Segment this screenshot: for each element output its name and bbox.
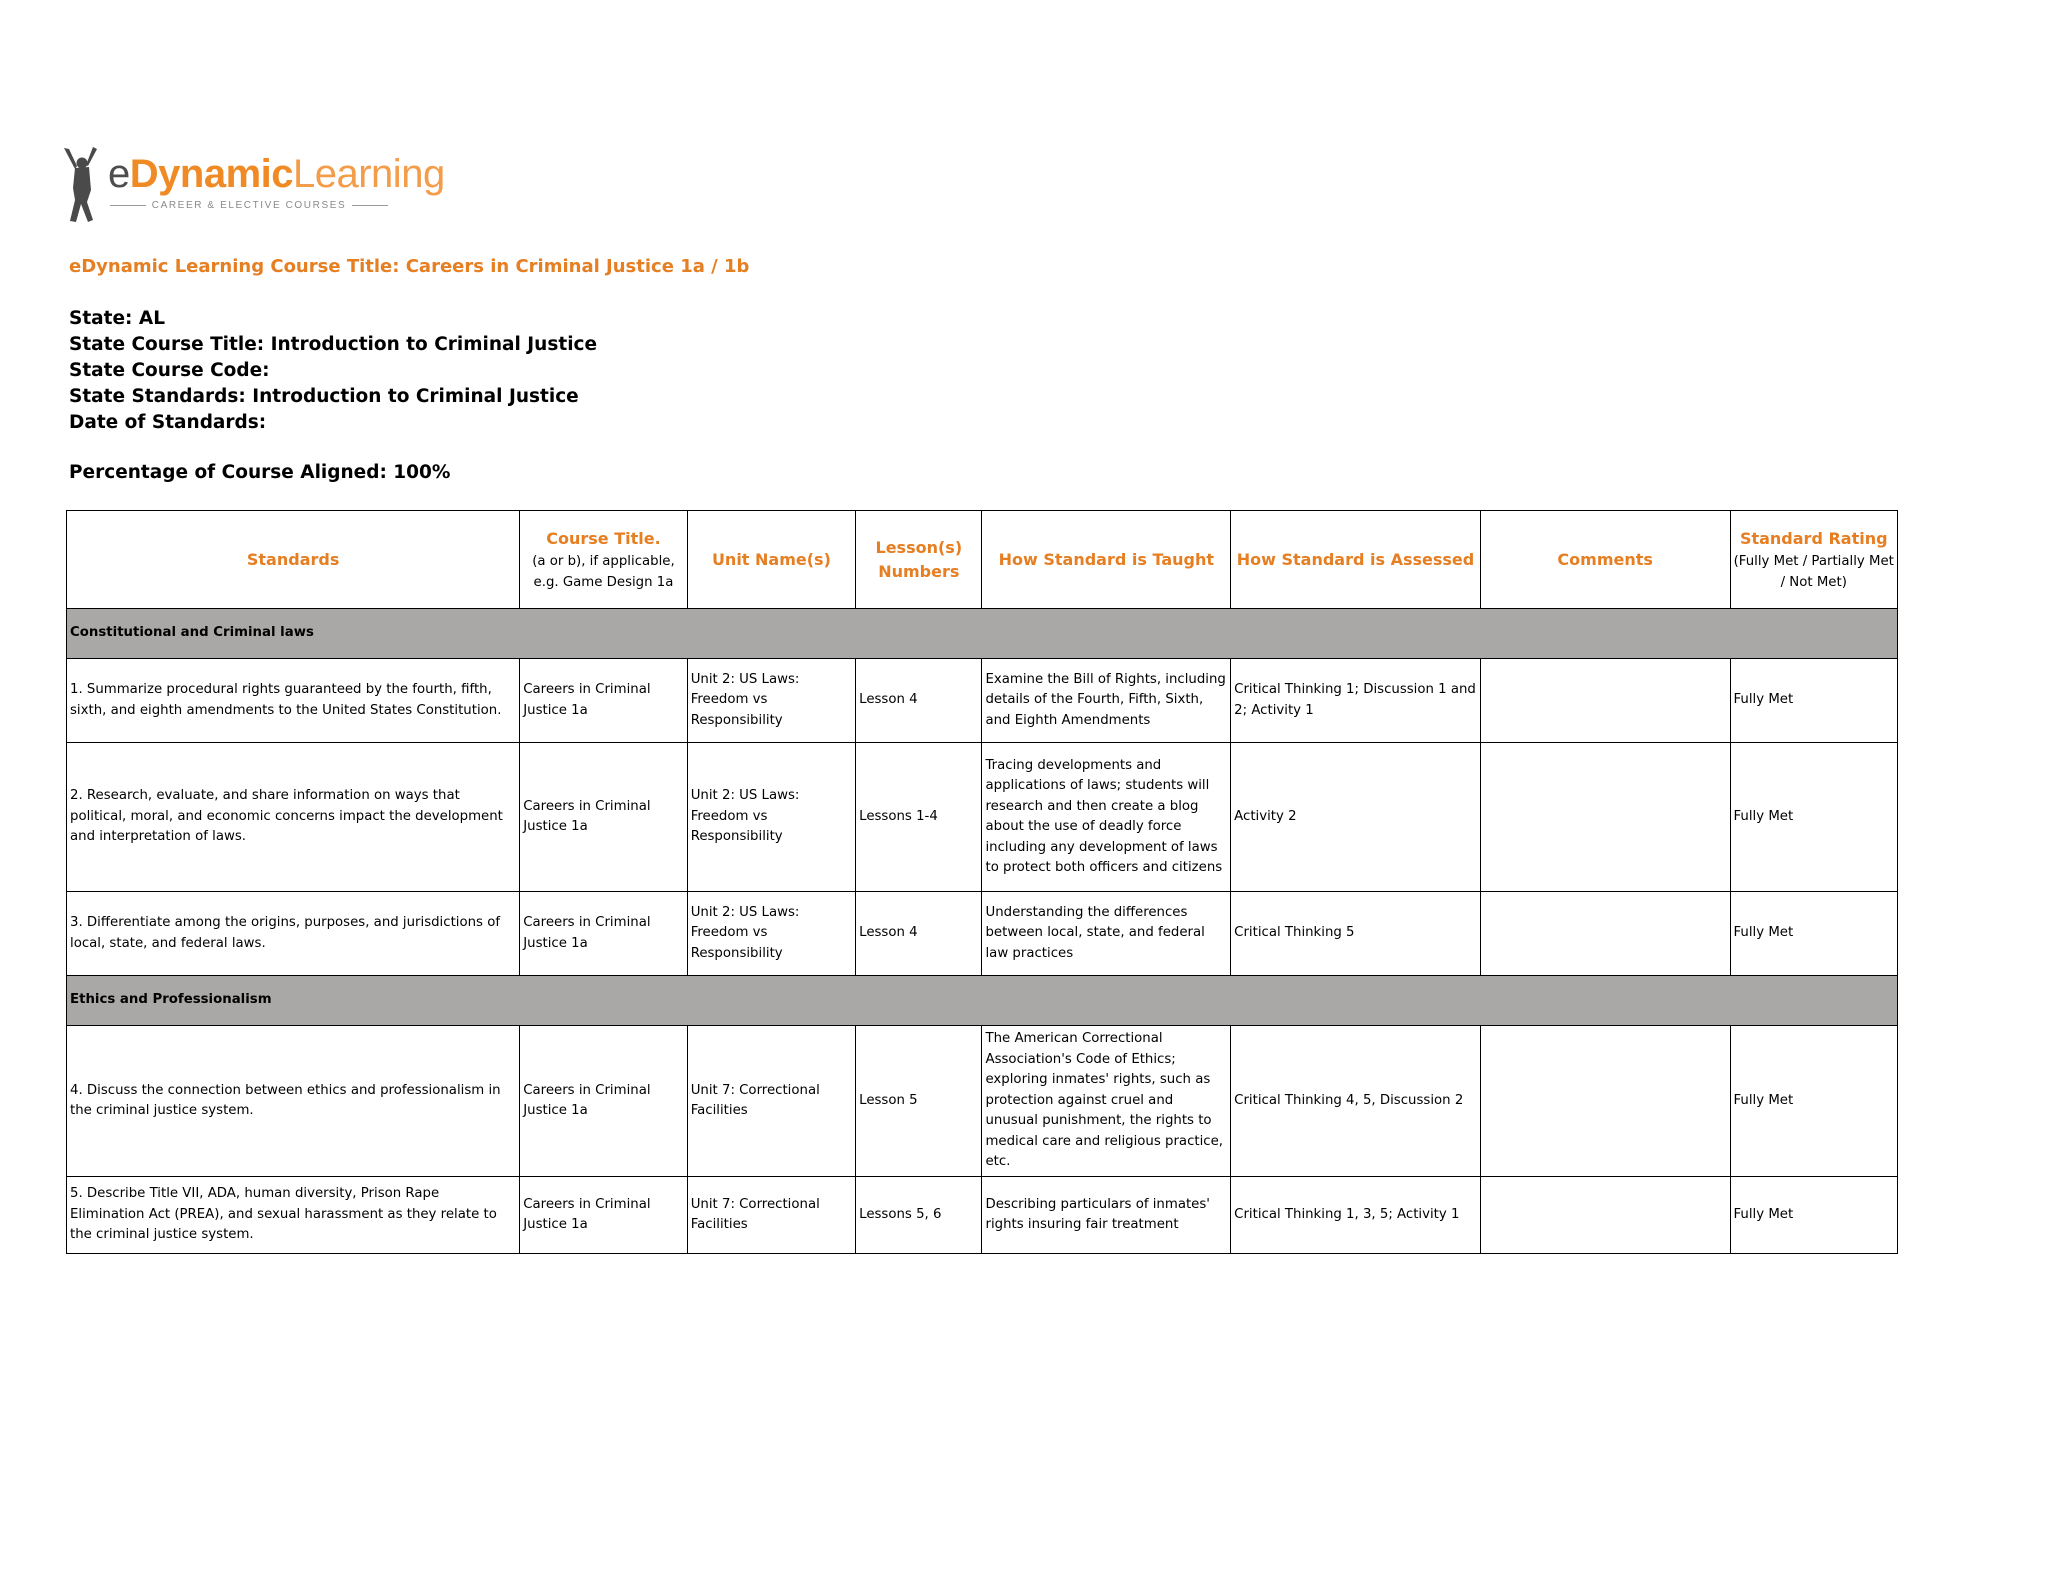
standard-cell: 3. Differentiate among the origins, purposes, and jurisdictions of local, state, and federal laws.: [67, 892, 520, 976]
tagline-text: CAREER & ELECTIVE COURSES: [151, 199, 347, 211]
lessons-cell: Lessons 5, 6: [856, 1177, 982, 1254]
unit-cell: Unit 2: US Laws: Freedom vs Responsibility: [687, 892, 855, 976]
brand-part-e: e: [108, 152, 130, 196]
state-standards-line: State Standards: Introduction to Criminal Justice: [69, 386, 579, 407]
state-course-code-line: State Course Code:: [69, 360, 270, 381]
brand-part-dynamic: Dynamic: [129, 152, 293, 196]
header-course-title-sub: (a or b), if applicable, e.g. Game Design 1a: [532, 553, 675, 590]
table-row: [67, 1026, 1898, 1177]
header-how-assessed: How Standard is Assessed: [1231, 511, 1481, 609]
comments-cell: [1480, 892, 1730, 976]
lessons-cell: Lessons 1-4: [856, 743, 982, 892]
unit-cell: Unit 7: Correctional Facilities: [687, 1026, 855, 1177]
comments-cell: [1480, 1026, 1730, 1177]
state-course-title-line: State Course Title: Introduction to Criminal Justice: [69, 334, 598, 355]
unit-cell: Unit 7: Correctional Facilities: [687, 1177, 855, 1254]
course-cell: Careers in Criminal Justice 1a: [520, 743, 687, 892]
brand-part-learning: Learning: [293, 152, 445, 196]
taught-cell: Tracing developments and applications of laws; students will research and then create a blog about the use of deadly force including any development of laws to protect both officers and citizens: [982, 743, 1231, 892]
unit-cell: Unit 2: US Laws: Freedom vs Responsibility: [687, 743, 855, 892]
header-rating: [1730, 511, 1898, 609]
assessed-cell: Critical Thinking 1, 3, 5; Activity 1: [1231, 1177, 1481, 1254]
course-cell: Careers in Criminal Justice 1a: [520, 892, 687, 976]
edynamic-logo: [60, 146, 445, 224]
section-row: [67, 609, 1898, 659]
taught-cell: Understanding the differences between local, state, and federal law practices: [982, 892, 1231, 976]
table-row: [67, 743, 1898, 892]
percentage-aligned: Percentage of Course Aligned: 100%: [69, 462, 451, 483]
course-title: eDynamic Learning Course Title: Careers in Criminal Justice 1a / 1b: [69, 256, 750, 277]
table-row: [67, 1177, 1898, 1254]
assessed-cell: Critical Thinking 5: [1231, 892, 1481, 976]
standards-table: [66, 510, 1898, 1254]
table-row: [67, 659, 1898, 743]
table-header-row: [67, 511, 1898, 609]
rating-cell: Fully Met: [1730, 1026, 1898, 1177]
lessons-cell: Lesson 5: [856, 1026, 982, 1177]
comments-cell: [1480, 743, 1730, 892]
course-cell: Careers in Criminal Justice 1a: [520, 1177, 687, 1254]
standard-cell: 2. Research, evaluate, and share information on ways that political, moral, and economic concerns impact the development and interpretation of laws.: [67, 743, 520, 892]
rating-cell: Fully Met: [1730, 659, 1898, 743]
header-course-title-label: Course Title.: [546, 528, 661, 548]
state-line: State: AL: [69, 308, 165, 329]
rating-cell: Fully Met: [1730, 1177, 1898, 1254]
table-row: [67, 892, 1898, 976]
tagline-rule-right: [352, 205, 388, 206]
header-unit-names: Unit Name(s): [687, 511, 855, 609]
comments-cell: [1480, 1177, 1730, 1254]
taught-cell: The American Correctional Association's Code of Ethics; exploring inmates' rights, such as protection against cruel and unusual punishment, the rights to medical care and religious practice, etc.: [982, 1026, 1231, 1177]
lessons-cell: Lesson 4: [856, 892, 982, 976]
state-meta: [69, 306, 597, 436]
assessed-cell: Critical Thinking 1; Discussion 1 and 2; Activity 1: [1231, 659, 1481, 743]
assessed-cell: Critical Thinking 4, 5, Discussion 2: [1231, 1026, 1481, 1177]
brand-wordmark: [108, 152, 445, 196]
taught-cell: Examine the Bill of Rights, including details of the Fourth, Fifth, Sixth, and Eighth Amendments: [982, 659, 1231, 743]
brand-tagline: [110, 198, 388, 212]
standard-cell: 1. Summarize procedural rights guaranteed by the fourth, fifth, sixth, and eighth amendments to the United States Constitution.: [67, 659, 520, 743]
course-cell: Careers in Criminal Justice 1a: [520, 659, 687, 743]
jumping-person-icon: [60, 146, 102, 224]
header-rating-label: Standard Rating: [1739, 528, 1888, 548]
header-rating-sub: (Fully Met / Partially Met / Not Met): [1733, 553, 1894, 590]
standard-cell: 5. Describe Title VII, ADA, human diversity, Prison Rape Elimination Act (PREA), and sexual harassment as they relate to the criminal justice system.: [67, 1177, 520, 1254]
tagline-rule-left: [110, 205, 146, 206]
comments-cell: [1480, 659, 1730, 743]
rating-cell: Fully Met: [1730, 892, 1898, 976]
unit-cell: Unit 2: US Laws: Freedom vs Responsibility: [687, 659, 855, 743]
header-course-title: [520, 511, 687, 609]
header-comments: Comments: [1480, 511, 1730, 609]
date-of-standards-line: Date of Standards:: [69, 412, 267, 433]
section-title: Constitutional and Criminal laws: [67, 609, 1898, 659]
standard-cell: 4. Discuss the connection between ethics and professionalism in the criminal justice system.: [67, 1026, 520, 1177]
section-row: [67, 976, 1898, 1026]
section-title: Ethics and Professionalism: [67, 976, 1898, 1026]
taught-cell: Describing particulars of inmates' rights insuring fair treatment: [982, 1177, 1231, 1254]
header-how-taught: How Standard is Taught: [982, 511, 1231, 609]
header-standards: Standards: [67, 511, 520, 609]
assessed-cell: Activity 2: [1231, 743, 1481, 892]
rating-cell: Fully Met: [1730, 743, 1898, 892]
course-cell: Careers in Criminal Justice 1a: [520, 1026, 687, 1177]
lessons-cell: Lesson 4: [856, 659, 982, 743]
header-lessons: Lesson(s) Numbers: [856, 511, 982, 609]
